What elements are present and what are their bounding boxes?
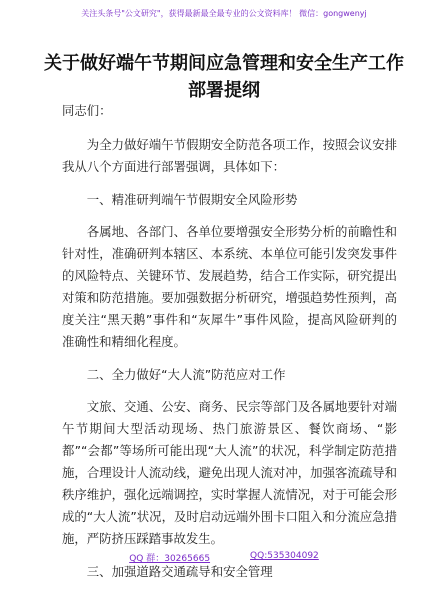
- section-body-2: 文旅、交通、公安、商务、民宗等部门及各属地要针对端午节期间大型活动现场、热门旅游景区、餐饮商场、“影都”“会都”等场所可能出现“大人流”的状况，科学制定防范措施，合理设计人流动线，避免出现人流对冲，加强客流疏导和秩序维护，强化远端调控，实时掌握人流情况，对于可能会形成的“大人流”状况，及时启动远端外围卡口阻入和分流应急措施，严防挤压踩踏事故发生。: [62, 399, 397, 546]
- qq-group-link[interactable]: QQ 群：30265665: [129, 554, 211, 564]
- footer: [0, 551, 448, 564]
- section-heading-2: 二、全力做好“大人流”防范应对工作: [86, 367, 286, 382]
- section-heading-1: 一、精准研判端午节假期安全风险形势: [86, 192, 298, 207]
- intro-paragraph: 为全力做好端午节假期安全防范各项工作，按照会议安排我从八个方面进行部署强调，具体如下：: [62, 137, 397, 174]
- salutation: 同志们：: [62, 103, 112, 118]
- section-heading-3: 三、加强道路交通疏导和安全管理: [86, 564, 273, 579]
- document-body: [62, 100, 397, 593]
- section-body-1: 各属地、各部门、各单位要增强安全形势分析的前瞻性和针对性，准确研判本辖区、本系统、本单位可能引发突发事件的风险特点、关键环节、发展趋势，结合工作实际，研究提出对策和防范措施。要加强数据分析研究，增强趋势性预判，高度关注“黑天鹅”事件和“灰犀牛”事件风险，提高风险研判的准确性和精细化程度。: [62, 224, 397, 349]
- qq-link[interactable]: QQ:535304092: [250, 551, 319, 561]
- document-title: 关于做好端午节期间应急管理和安全生产工作部署提纲: [44, 53, 404, 101]
- top-banner: 关注头条号"公文研究"，获得最新最全最专业的公文资料库！ 微信：gongwenyj: [81, 9, 367, 18]
